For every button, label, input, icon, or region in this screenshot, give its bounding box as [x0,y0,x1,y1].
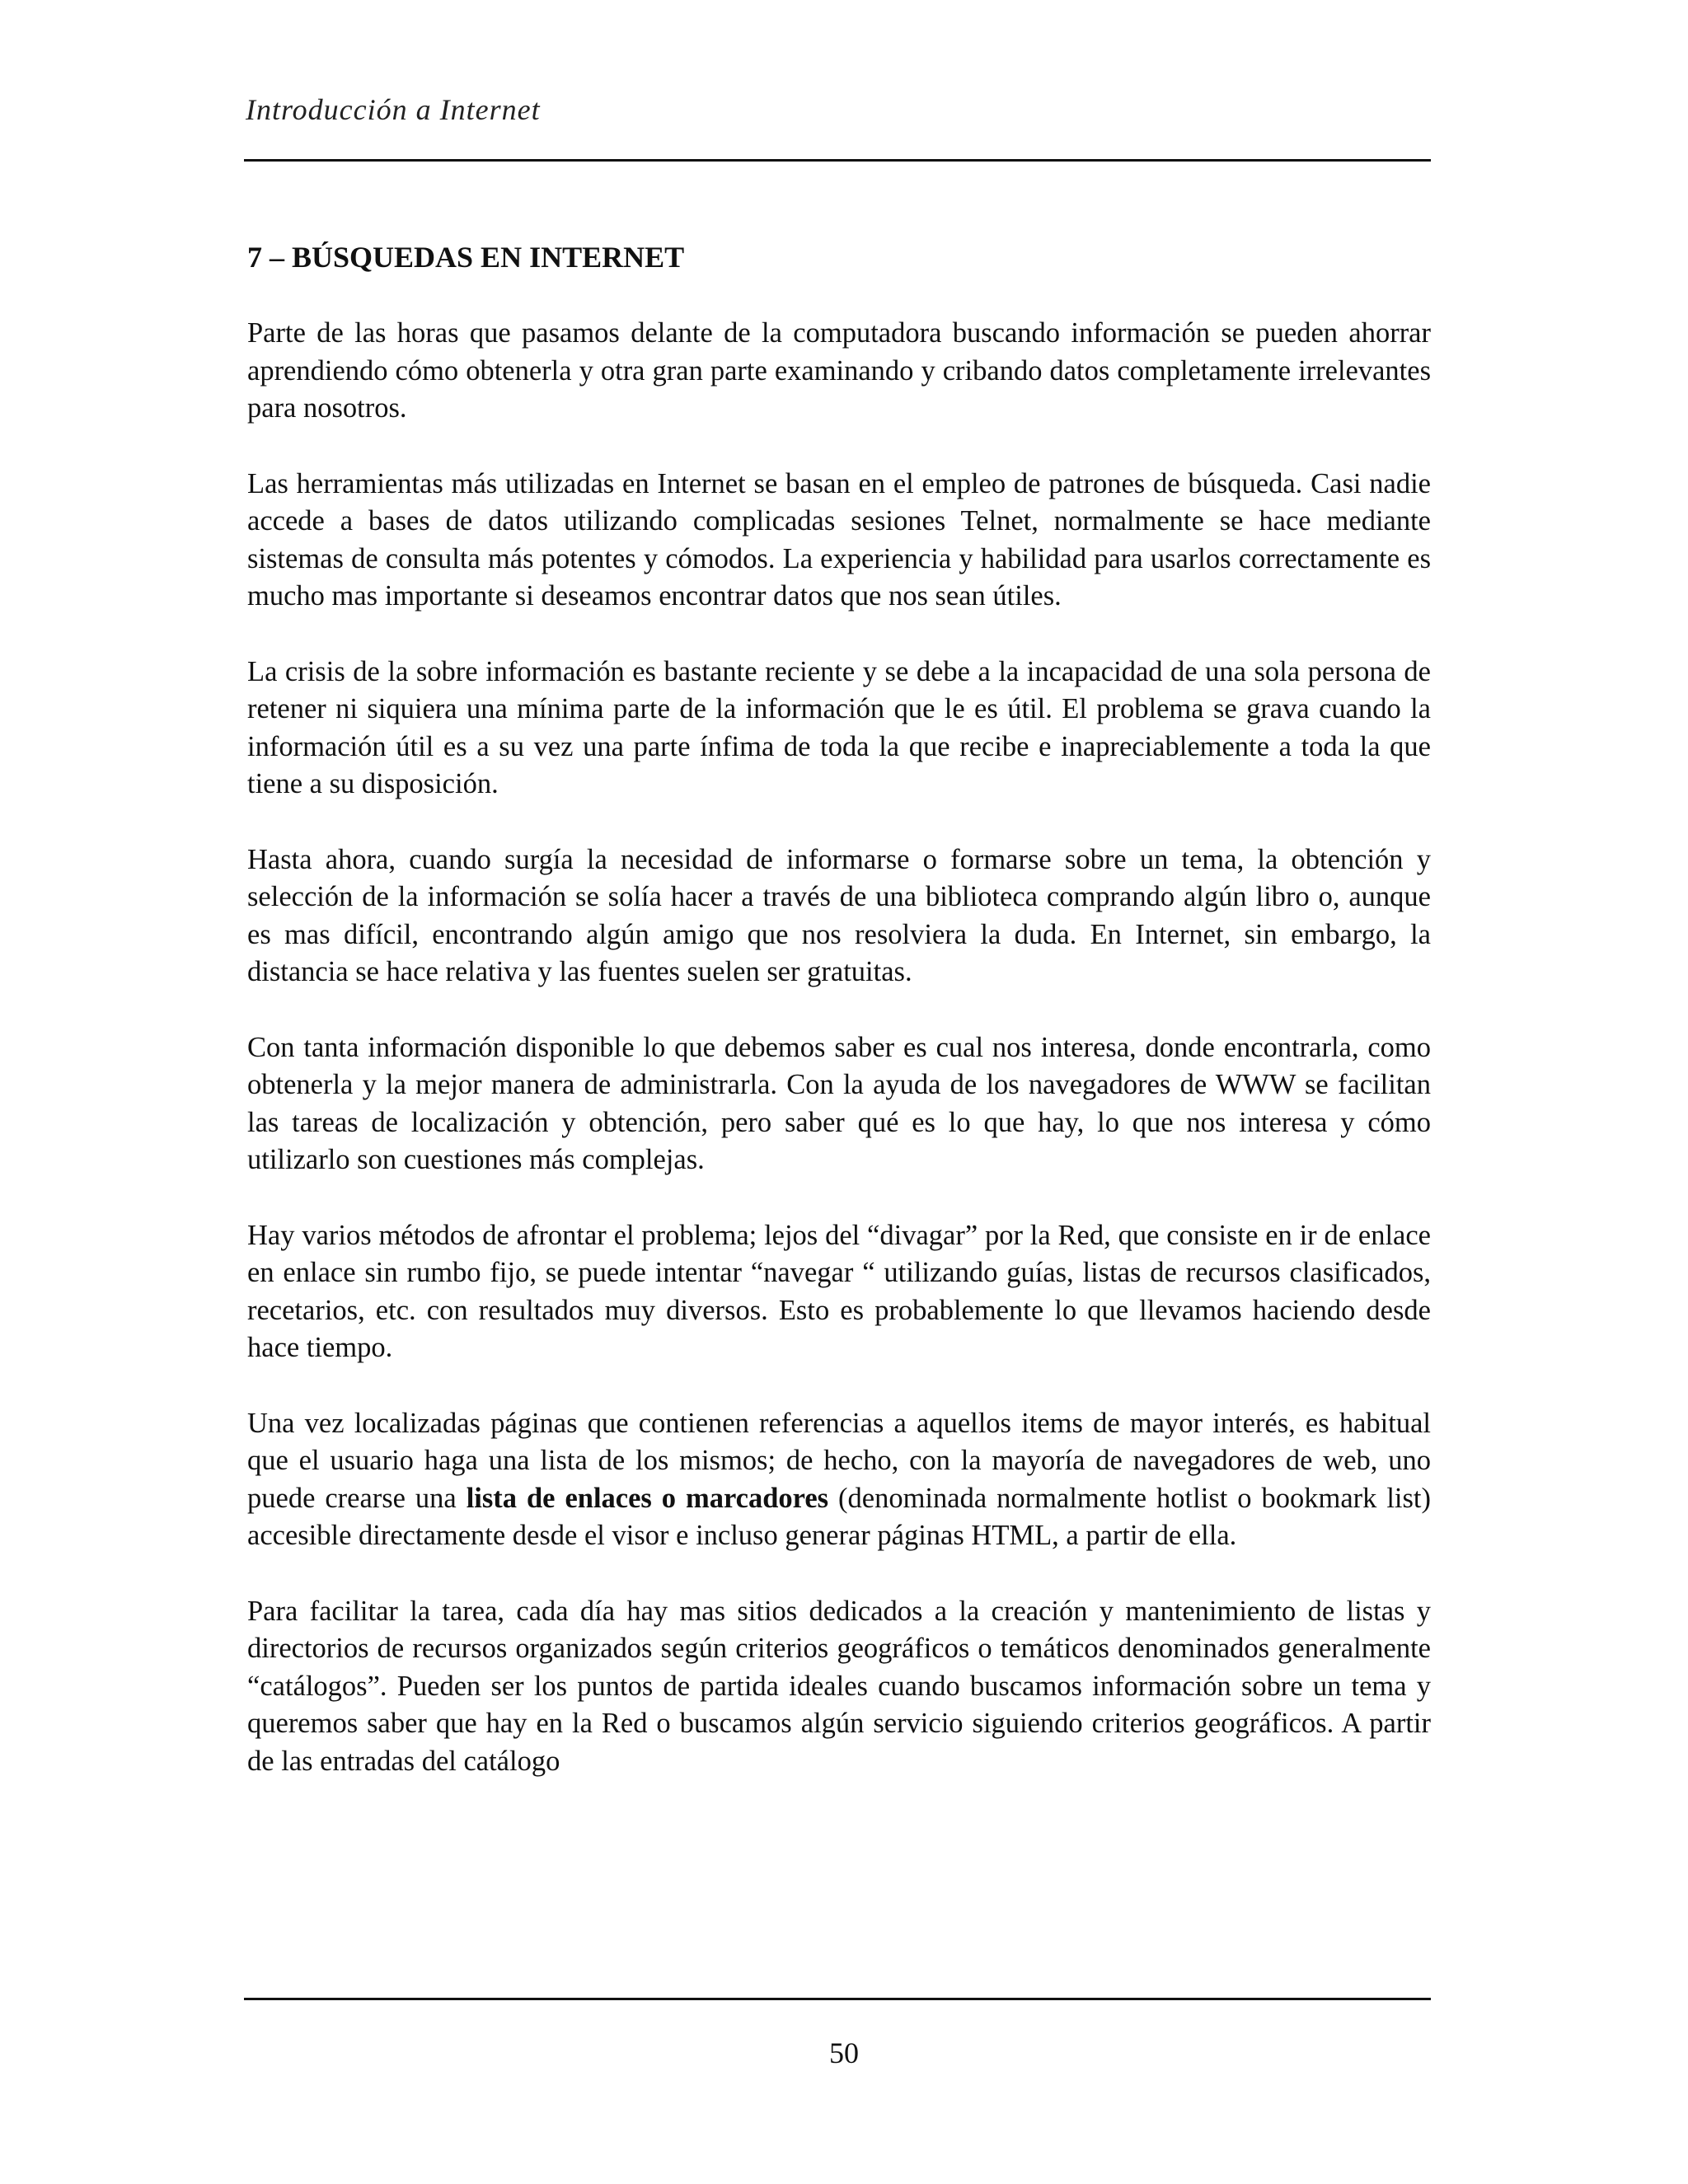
paragraph: Hay varios métodos de afrontar el problema; lejos del “divagar” por la Red, que consiste en ir de enlace en enlace sin rumbo fijo, se puede intentar “navegar “ utilizando guías, listas de recursos clasificados, recetarios, etc. con resultados muy diversos. Esto es probablemente lo que llevamos haciendo desde hace tiempo. [247,1219,1431,1363]
paragraph: Con tanta información disponible lo que debemos saber es cual nos interesa, donde encontrarla, como obtenerla y la mejor manera de administrarla. Con la ayuda de los navegadores de WWW se facilitan las tareas de localización y obtención, pero saber qué es lo que hay, lo que nos interesa y cómo utilizarlo son cuestiones más complejas. [247,1031,1431,1175]
footer-rule [244,1998,1431,2000]
running-header: Introducción a Internet [246,93,541,126]
header-rule [244,159,1431,162]
bold-term: lista de enlaces o marcadores [466,1482,829,1514]
page-number: 50 [829,2036,859,2069]
paragraph-text: (denominada normalmente hotlist o bookmark list) accesible directamente desde el visor e incluso generar páginas HTML, a partir de ella. [247,1482,1431,1551]
paragraph: Hasta ahora, cuando surgía la necesidad de informarse o formarse sobre un tema, la obtención y selección de la información se solía hacer a través de una biblioteca comprando algún libro o, aunque es mas difícil, encontrando algún amigo que nos resolviera la duda. En Internet, sin embargo, la distancia se hace relativa y las fuentes suelen ser gratuitas. [247,843,1431,987]
paragraph-bookmarks [247,1405,1431,1555]
paragraph: La crisis de la sobre información es bastante reciente y se debe a la incapacidad de una sola persona de retener ni siquiera una mínima parte de la información que le es útil. El problema se grava cuando la información útil es a su vez una parte ínfima de toda la que recibe e inapreciablemente a toda la que tiene a su disposición. [247,655,1431,799]
paragraph: Parte de las horas que pasamos delante de la computadora buscando información se pueden ahorrar aprendiendo cómo obtenerla y otra gran parte examinando y cribando datos completamente irrelevantes para nosotros. [247,317,1431,424]
page-content [247,236,1431,1818]
paragraph-text: Una vez localizadas páginas que contienen referencias a aquellos items de mayor interés, es habitual que el usuario haga una lista de los mismos; de hecho, con la mayoría de navegadores de web, uno puede crearse una [247,1407,1431,1514]
section-title: 7 – BÚSQUEDAS EN INTERNET [247,241,685,274]
paragraph: Para facilitar la tarea, cada día hay mas sitios dedicados a la creación y mantenimiento de listas y directorios de recursos organizados según criterios geográficos o temáticos denominados generalmente “catálogos”. Pueden ser los puntos de partida ideales cuando buscamos información sobre un tema y queremos saber que hay en la Red o buscamos algún servicio siguiendo criterios geográficos. A partir de las entradas del catálogo [247,1595,1431,1777]
paragraph: Las herramientas más utilizadas en Internet se basan en el empleo de patrones de búsqueda. Casi nadie accede a bases de datos utilizando complicadas sesiones Telnet, normalmente se hace mediante sistemas de consulta más potentes y cómodos. La experiencia y habilidad para usarlos correctamente es mucho mas importante si deseamos encontrar datos que nos sean útiles. [247,467,1431,612]
